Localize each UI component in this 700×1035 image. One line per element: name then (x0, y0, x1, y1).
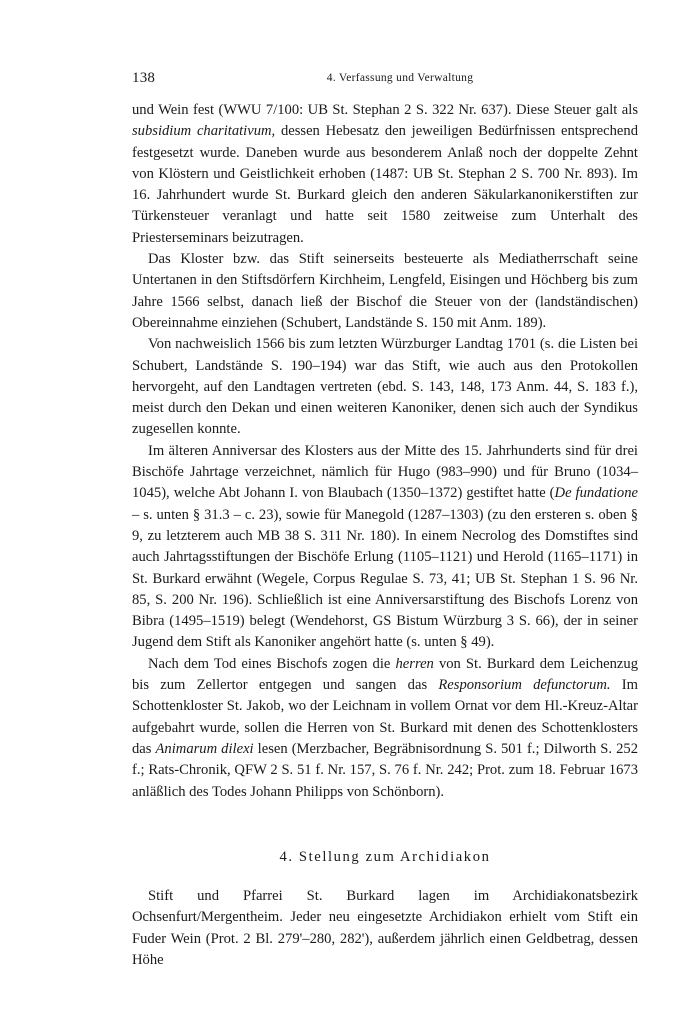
text-run: Im Schottenkloster St. Jakob, wo der Leichnam in vollem Ornat vor dem Hl.-Kreuz-Altar aufgebahrt wurde, sollen die Herren von St. Burkard mit denen des Schottenklosters das (132, 677, 638, 757)
italic-text: De fundatione (554, 485, 638, 502)
paragraph-5 (132, 654, 638, 803)
paragraph-4 (132, 441, 638, 654)
running-head (132, 70, 638, 90)
page-number: 138 (132, 70, 156, 86)
main-text (132, 100, 638, 803)
text-run: dessen Hebesatz den jeweiligen Bedürfnissen entsprechend festgesetzt wurde. Daneben wurde aus besonderem Anlaß noch der doppelte Zehnt von Klöstern und Geistlichkeit erhoben (1487: UB St. Stephan 2 S. 700 Nr. 893). Im 16. Jahrhundert wurde St. Burkard gleich den anderen Säkularkanonikerstiften zur Türkensteuer veranlagt und hatte seit 1580 zeitweise zum Unterhalt des Priesterseminars beizutragen. (132, 123, 638, 246)
paragraph-1 (132, 100, 638, 249)
chapter-title: 4. Verfassung und Verwaltung (326, 72, 474, 84)
paragraph-2 (132, 249, 638, 334)
text-run: lesen (Merzbacher, Begräbnisordnung S. 501 f.; Dilworth S. 252 f.; Rats-Chronik, QFW 2 S. 51 f. Nr. 157, S. 76 f. Nr. 242; Prot. zum 18. Februar 1673 anläßlich des Todes Johann Philipps von Schönborn). (132, 740, 639, 800)
italic-text: herren (395, 655, 434, 672)
italic-text: Responsorium defunctorum. (438, 677, 611, 694)
section-heading: 4. Stellung zum Archidiakon (279, 849, 491, 865)
text-run: Stift und Pfarrei St. Burkard lagen im Archidiakonatsbezirk Ochsenfurt/Mergentheim. Jeder neu eingesetzte Archidiakon erhielt vom Stift ein Fuder Wein (Prot. 2 Bl. 279'–280, 282'), außerdem jährlich einen Geldbetrag, dessen Höhe (132, 888, 638, 968)
text-run: von St. Burkard dem Leichenzug bis zum Zellertor entgegen und sangen das (132, 655, 639, 694)
text-run: – s. unten § 31.3 – c. 23), sowie für Manegold (1287–1303) (zu den ersteren s. oben § 9, zu letzterem auch MB 38 S. 311 Nr. 180). In einem Necrolog des Domstiftes sind auch Jahrtagsstiftungen der Bischöfe Erlung (1105–1121) und Herold (1165–1171) in St. Burkard erwähnt (Wegele, Corpus Regulae S. 73, 41; UB St. Stephan 1 S. 96 Nr. 85, S. 200 Nr. 196). Schließlich ist eine Anniversarstiftung des Bischofs Lorenz von Bibra (1495–1519) belegt (Wendehorst, GS Bistum Würzburg 3 S. 66), der in seiner Jugend dem Stift als Kanoniker angehört hatte (s. unten § 49). (132, 506, 638, 651)
section-paragraph-1 (132, 886, 638, 971)
section-text (132, 886, 638, 971)
text-run: und Wein fest (WWU 7/100: UB St. Stephan 2 S. 322 Nr. 637). Diese Steuer galt als (132, 102, 638, 118)
paragraph-3 (132, 334, 638, 440)
text-run: Von nachweislich 1566 bis zum letzten Würzburger Landtag 1701 (s. die Listen bei Schubert, Landstände S. 190–194) war das Stift, wie auch aus den Protokollen hervorgeht, auf den Landtagen vertreten (ebd. S. 143, 148, 173 Anm. 44, S. 183 f.), meist durch den Dekan und einen weiteren Kanoniker, denen sich auch der Syndikus zugesellen konnte. (132, 336, 638, 438)
text-run: Nach dem Tod eines Bischofs zogen die (148, 655, 396, 672)
italic-text: Animarum dilexi (155, 740, 254, 757)
text-run: Im älteren Anniversar des Klosters aus der Mitte des 15. Jahrhunderts sind für drei Bischöfe Jahrtage verzeichnet, nämlich für Hugo (983–990) und für Bruno (1034–1045), welche Abt Johann I. von Blaubach (1350–1372) gestiftet hatte ( (132, 442, 638, 502)
text-run: Das Kloster bzw. das Stift seinerseits besteuerte als Mediatherrschaft seine Untertanen in den Stiftsdörfern Kirchheim, Lengfeld, Eisingen und Höchberg bis zum Jahre 1566 selbst, danach ließ der Bischof die Steuer von der (landständischen) Obereinnahme einziehen (Schubert, Landstände S. 150 mit Anm. 189). (132, 251, 638, 331)
italic-text: subsidium charitativum, (132, 123, 276, 140)
